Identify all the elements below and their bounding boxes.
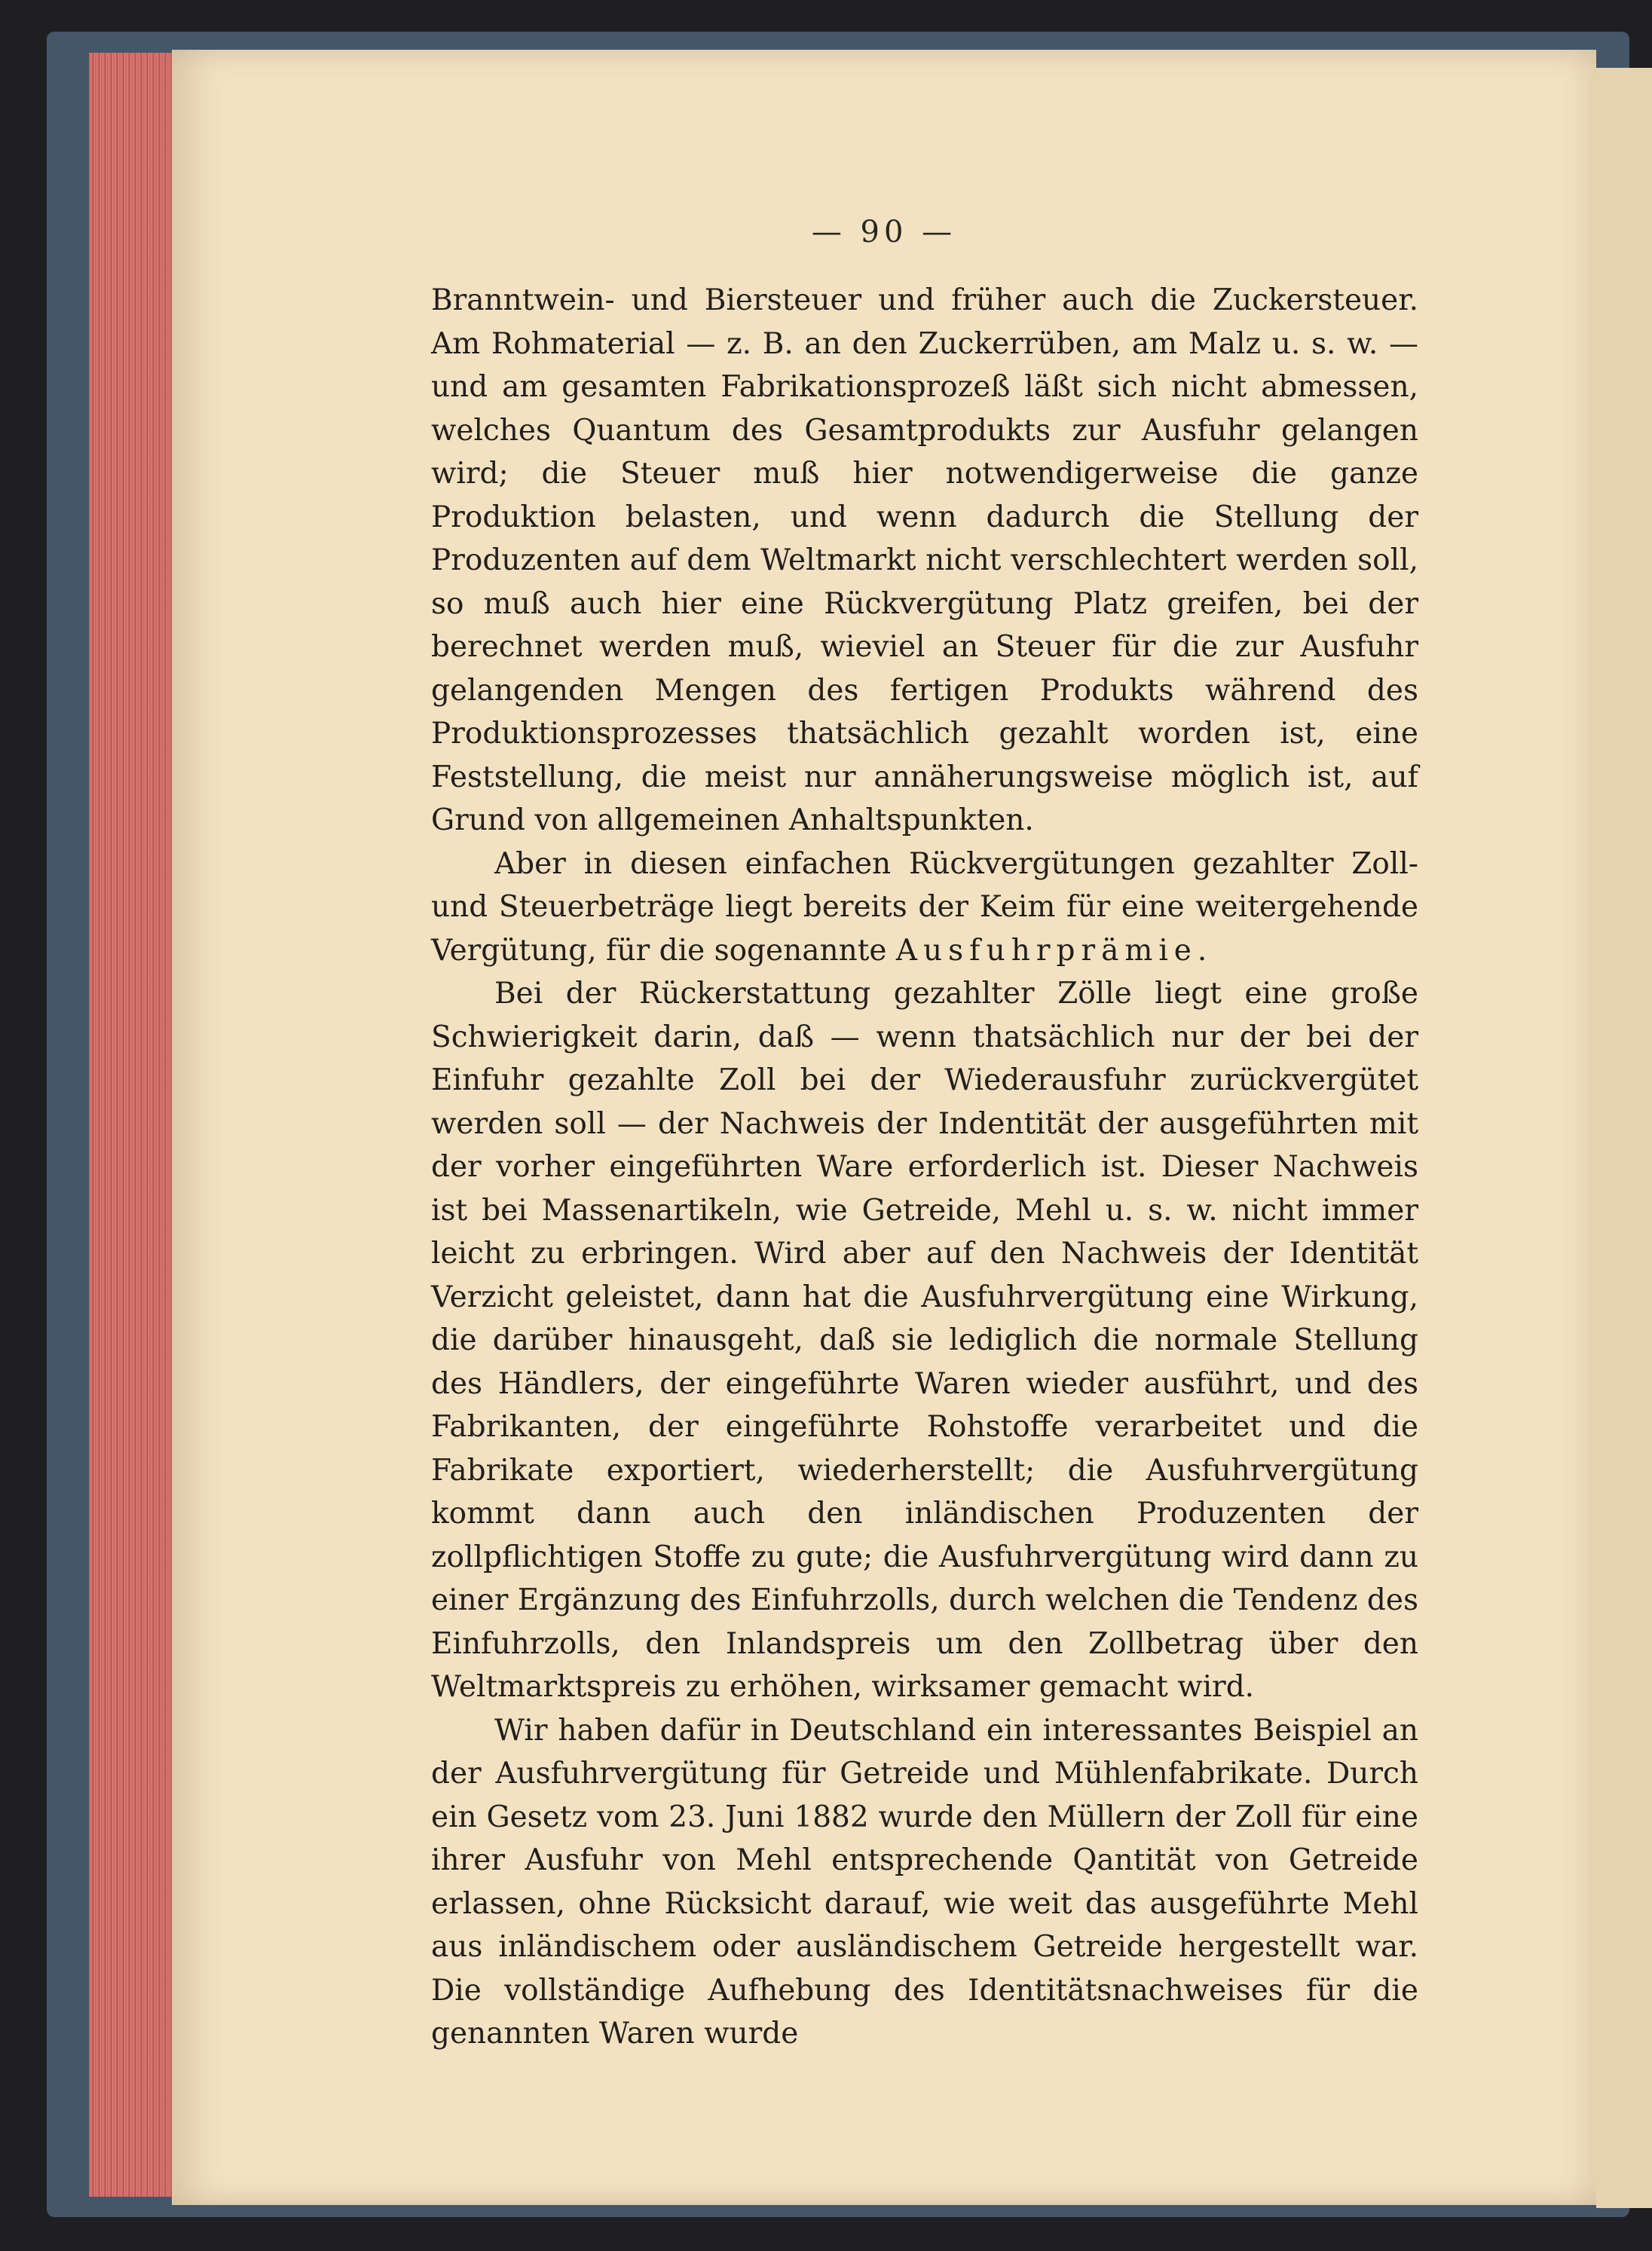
- paragraph-2-text: Aber in diesen einfachen Rückvergütungen gezahlter Zoll- und Steuerbeträge liegt bereits der Keim für eine weitergehende Vergütung, für die sogenannte: [431, 846, 1418, 968]
- page-number: — 90 —: [811, 215, 957, 249]
- paragraph-3: Bei der Rückerstattung gezahlter Zölle liegt eine große Schwierigkeit darin, daß — wenn thatsächlich nur der bei der Einfuhr gezahlte Zoll bei der Wiederausfuhr zurückvergütet werden soll — der Nachweis der Indentität der ausgeführten mit der vorher eingeführten Ware erforderlich ist. Dieser Nachweis ist bei Massenartikeln, wie Getreide, Mehl u. s. w. nicht immer leicht zu erbringen. Wird aber auf den Nachweis der Identität Verzicht geleistet, dann hat die Ausfuhrvergütung eine Wirkung, die darüber hinausgeht, daß sie lediglich die normale Stellung des Händlers, der eingeführte Waren wieder ausführt, und des Fabrikanten, der eingeführte Rohstoffe verarbeitet und die Fabrikate exportiert, wiederherstellt; die Ausfuhrvergütung kommt dann auch den inländischen Produzenten der zollpflichtigen Stoffe zu gute; die Ausfuhrvergütung wird dann zu einer Ergänzung des Einfuhrzolls, durch welchen die Tendenz des Einfuhrzolls, den Inlandspreis um den Zollbetrag über den Weltmarktspreis zu erhöhen, wirksamer gemacht wird.: [431, 977, 1418, 1704]
- paragraph-2: [431, 843, 1418, 973]
- page-body: [431, 279, 1418, 2056]
- spaced-term: Ausfuhrprämie.: [895, 933, 1213, 968]
- facing-page-edge: [1596, 68, 1652, 2208]
- paragraph-1: Branntwein- und Biersteuer und früher auch die Zuckersteuer. Am Rohmaterial — z. B. an den Zuckerrüben, am Malz u. s. w. — und am gesamten Fabrikationsprozeß läßt sich nicht abmessen, welches Quantum des Gesamtprodukts zur Ausfuhr gelangen wird; die Steuer muß hier notwendigerweise die ganze Produktion belasten, und wenn dadurch die Stellung der Produzenten auf dem Weltmarkt nicht verschlechtert werden soll, so muß auch hier eine Rückvergütung Platz greifen, bei der berechnet werden muß, wieviel an Steuer für die zur Ausfuhr gelangenden Mengen des fertigen Produkts während des Produktionsprozesses thatsächlich gezahlt worden ist, eine Feststellung, die meist nur annäherungsweise möglich ist, auf Grund von allgemeinen Anhaltspunkten.: [431, 283, 1418, 837]
- page-edges: [89, 53, 179, 2197]
- paragraph-4: Wir haben dafür in Deutschland ein interessantes Beispiel an der Ausfuhrvergütung für Getreide und Mühlenfabrikate. Durch ein Gesetz vom 23. Juni 1882 wurde den Müllern der Zoll für eine ihrer Ausfuhr von Mehl entsprechende Qantität von Getreide erlassen, ohne Rücksicht darauf, wie weit das ausgeführte Mehl aus inländischem oder ausländischem Getreide hergestellt war. Die vollständige Aufhebung des Identitätsnachweises für die genannten Waren wurde: [431, 1713, 1418, 2051]
